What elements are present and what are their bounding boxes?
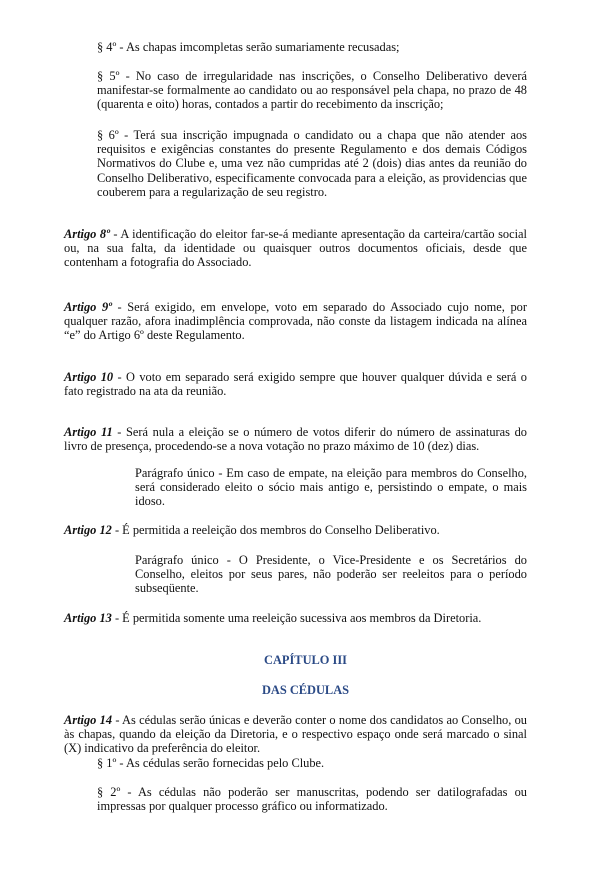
- article-14-paragraph-1: § 1º - As cédulas serão fornecidas pelo Clube.: [97, 756, 325, 770]
- article-12-sole-paragraph: Parágrafo único - O Presidente, o Vice-Presidente e os Secretários do Conselho, eleitos por seus pares, não poderão ser reeleitos para o período subseqüente.: [135, 553, 527, 596]
- chapter-number: CAPÍTULO III: [264, 653, 347, 667]
- article-label: Artigo 8º: [64, 227, 110, 241]
- article-text: - Será exigido, em envelope, voto em separado do Associado cujo nome, por qualquer razão, afora inadimplência comprovada, não conste da listagem indicada na alínea “e” do Artigo 6º deste Regulamento.: [64, 300, 527, 343]
- article-11: [64, 425, 527, 453]
- article-13: [64, 611, 527, 625]
- article-9: [64, 300, 527, 343]
- chapter-title: DAS CÉDULAS: [261, 683, 350, 697]
- article-14-paragraph-2: § 2º - As cédulas não poderão ser manuscritas, podendo ser datilografadas ou impressas por qualquer processo gráfico ou informatizado.: [97, 785, 527, 814]
- paragraph-5: § 5º - No caso de irregularidade nas inscrições, o Conselho Deliberativo deverá manifestar-se formalmente ao candidato ou ao responsável pela chapa, no prazo de 48 (quarenta e oito) horas, contados a partir do recebimento da inscrição;: [97, 69, 527, 112]
- article-12: [64, 523, 527, 537]
- paragraph-6: § 6º - Terá sua inscrição impugnada o candidato ou a chapa que não atender aos requisitos e exigências constantes do presente Regulamento e dos demais Códigos Normativos do Clube e, uma vez não cumpridas até 2 (dois) dias antes da reunião do Conselho Deliberativo, especificamente convocada para a eleição, as providencias que couberem para a regularização de seu registro.: [97, 128, 527, 199]
- article-label: Artigo 13: [64, 611, 112, 625]
- article-14: [64, 713, 527, 756]
- article-text: - A identificação do eleitor far-se-á mediante apresentação da carteira/cartão social ou, na sua falta, da identidade ou quaisquer outros documentos oficiais, desde que contenham a fotografia do Associado.: [64, 227, 527, 270]
- article-text: - É permitida a reeleição dos membros do Conselho Deliberativo.: [111, 523, 440, 537]
- article-text: - É permitida somente uma reeleição sucessiva aos membros da Diretoria.: [111, 611, 482, 625]
- article-text: - As cédulas serão únicas e deverão conter o nome dos candidatos ao Conselho, ou às chapas, quando da eleição da Diretoria, e o respectivo espaço onde será marcado o sinal (X) indicativo da preferência do eleitor.: [64, 713, 527, 756]
- article-text: - O voto em separado será exigido sempre que houver qualquer dúvida e será o fato registrado na ata da reunião.: [64, 370, 527, 399]
- article-8: [64, 227, 527, 270]
- article-11-sole-paragraph: Parágrafo único - Em caso de empate, na eleição para membros do Conselho, será considerado eleito o sócio mais antigo e, persistindo o empate, o mais idoso.: [135, 466, 527, 509]
- article-label: Artigo 9º: [64, 300, 112, 314]
- article-label: Artigo 10: [64, 370, 114, 384]
- article-label: Artigo 14: [64, 713, 113, 727]
- paragraph-4: § 4º - As chapas imcompletas serão sumariamente recusadas;: [97, 40, 400, 54]
- article-10: [64, 370, 527, 398]
- article-label: Artigo 11: [64, 425, 113, 439]
- article-label: Artigo 12: [64, 523, 112, 537]
- article-text: - Será nula a eleição se o número de votos diferir do número de assinaturas do livro de presença, procedendo-se a nova votação no prazo máximo de 10 (dez) dias.: [64, 425, 527, 454]
